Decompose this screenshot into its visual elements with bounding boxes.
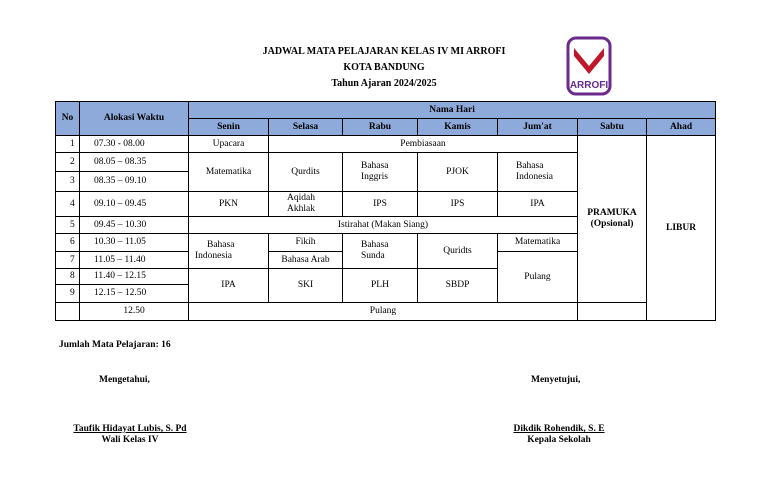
cell-subject: IPS (343, 192, 418, 217)
pramuka-note: (Opsional) (590, 219, 634, 229)
header-day: Selasa (269, 119, 343, 136)
header-day: Sabtu (578, 119, 647, 136)
cell-home: Pulang (189, 303, 578, 321)
cell-empty (578, 303, 647, 321)
row-number: 3 (56, 172, 80, 192)
header-day: Ahad (647, 119, 716, 136)
row-number (56, 303, 80, 321)
row-number: 2 (56, 153, 80, 172)
cell-subject: Aqidah Akhlak (269, 192, 343, 217)
cell-subject: Bahasa Indonesia (189, 234, 269, 269)
cell-subject: IPA (189, 269, 269, 303)
right-signer-role: Kepala Sekolah (527, 435, 591, 445)
cell-subject: PJOK (418, 153, 498, 192)
document-title (240, 44, 528, 92)
pramuka-label: PRAMUKA (587, 208, 637, 218)
cell-subject: Bahasa Inggris (343, 153, 418, 192)
cell-subject: Matematika (498, 234, 578, 252)
row-number: 5 (56, 217, 80, 234)
cell-subject: Bahasa Indonesia (498, 153, 578, 192)
row-time: 11.05 – 11.40 (80, 252, 189, 269)
header-day: Kamis (418, 119, 498, 136)
cell-subject: PLH (343, 269, 418, 303)
header-day: Rabu (343, 119, 418, 136)
row-time: 09.10 – 09.45 (80, 192, 189, 217)
header-day: Jum'at (498, 119, 578, 136)
right-signature (500, 424, 618, 446)
row-number: 8 (56, 269, 80, 285)
school-logo (566, 36, 612, 96)
left-signature (60, 424, 200, 446)
cell-subject: Bahasa Arab (269, 252, 343, 269)
row-time: 09.45 – 10.30 (80, 217, 189, 234)
right-signer-name: Dikdik Rohendik, S. E (513, 424, 605, 434)
title-line-1: JADWAL MATA PELAJARAN KELAS IV MI ARROFI (262, 46, 506, 57)
left-signer-name: Taufik Hidayat Lubis, S. Pd (73, 424, 187, 434)
header-time: Alokasi Waktu (80, 102, 189, 136)
logo-text: ARROFI (569, 80, 609, 91)
cell-subject: PKN (189, 192, 269, 217)
header-days-group: Nama Hari (189, 102, 716, 119)
row-time: 08.35 – 09.10 (80, 172, 189, 192)
row-time: 08.05 – 08.35 (80, 153, 189, 172)
row-number: 9 (56, 285, 80, 303)
cell-subject: Pembiasaan (269, 136, 578, 153)
cell-subject: Matematika (189, 153, 269, 192)
cell-libur: LIBUR (647, 136, 716, 321)
cell-break: Istirahat (Makan Siang) (189, 217, 578, 234)
cell-subject: Qurdits (269, 153, 343, 192)
cell-subject: Pulang (498, 252, 578, 303)
cell-subject: Bahasa Sunda (343, 234, 418, 269)
row-time: 12.15 – 12.50 (80, 285, 189, 303)
subject-count: Jumlah Mata Pelajaran: 16 (59, 340, 171, 350)
row-time: 10.30 – 11.05 (80, 234, 189, 252)
title-line-2: KOTA BANDUNG (343, 62, 425, 73)
left-signer-role: Wali Kelas IV (101, 435, 159, 445)
cell-subject: SBDP (418, 269, 498, 303)
header-day: Senin (189, 119, 269, 136)
cell-subject: SKI (269, 269, 343, 303)
header-no: No (56, 102, 80, 136)
schedule-table (55, 101, 716, 321)
cell-subject: IPS (418, 192, 498, 217)
row-number: 4 (56, 192, 80, 217)
cell-pramuka (578, 136, 647, 303)
title-line-3: Tahun Ajaran 2024/2025 (331, 78, 437, 89)
cell-subject: Quridts (418, 234, 498, 269)
row-number: 1 (56, 136, 80, 153)
row-time: 07.30 - 08.00 (80, 136, 189, 153)
row-number: 6 (56, 234, 80, 252)
row-number: 7 (56, 252, 80, 269)
row-time: 12.50 (80, 303, 189, 321)
cell-subject: IPA (498, 192, 578, 217)
table-row (56, 303, 716, 321)
cell-subject: Upacara (189, 136, 269, 153)
left-sign-label: Mengetahui, (99, 375, 150, 385)
row-time: 11.40 – 12.15 (80, 269, 189, 285)
cell-subject: Fikih (269, 234, 343, 252)
table-row (56, 136, 716, 153)
right-sign-label: Menyetujui, (531, 375, 581, 385)
header-row-1 (56, 102, 716, 119)
